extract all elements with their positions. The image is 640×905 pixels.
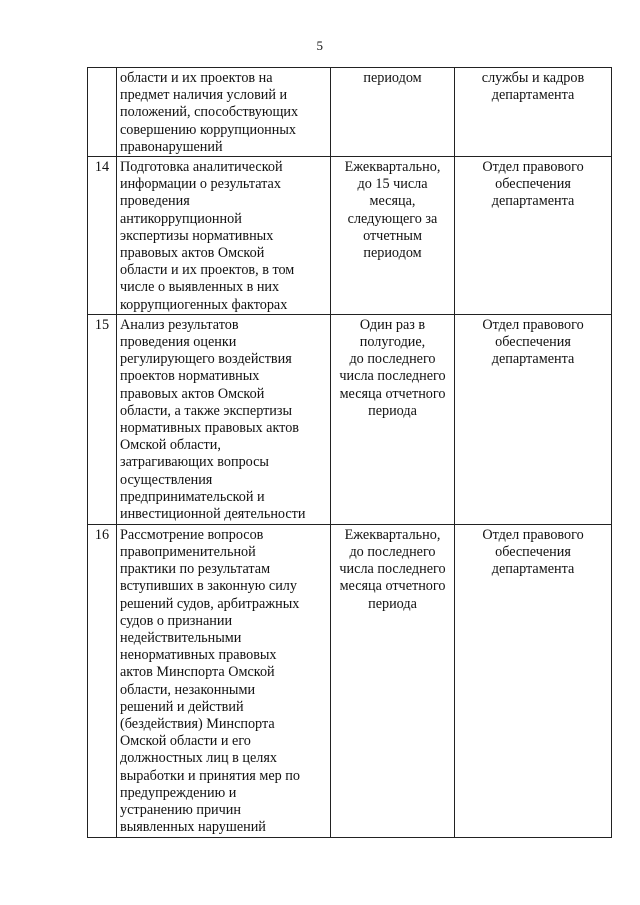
cell-text-line: регулирующего воздействия [120, 351, 292, 368]
table-row [88, 68, 612, 157]
term-cell [331, 314, 455, 524]
activity-cell [117, 314, 331, 524]
term-cell [331, 524, 455, 837]
activity-cell [117, 524, 331, 837]
responsible-cell [455, 157, 612, 315]
cell-text-line: нормативных правовых актов [120, 420, 299, 437]
cell-text-line: (бездействия) Минспорта [120, 716, 275, 733]
cell-text-line: области и их проектов, в том [120, 262, 295, 279]
cell-text-line: проведения [120, 193, 190, 210]
cell-text-line: устранению причин [120, 802, 241, 819]
term-cell [331, 68, 455, 157]
cell-text-line: информации о результатах [120, 176, 281, 193]
cell-text-line: решений судов, арбитражных [120, 595, 300, 612]
cell-text-line: положений, способствующих [120, 104, 299, 121]
cell-text-line: проведения оценки [120, 334, 237, 351]
cell-text-line: департамента [491, 351, 575, 368]
cell-text-line: периода [368, 595, 417, 612]
cell-text-line: должностных лиц в целях [120, 750, 277, 767]
cell-text-line: службы и кадров [481, 70, 585, 86]
page-number: 5 [316, 38, 324, 53]
cell-text-line: обеспечения [495, 334, 571, 351]
cell-text-line: месяца, [369, 193, 416, 210]
cell-text-line: затрагивающих вопросы [120, 454, 269, 471]
cell-text-line: периода [368, 402, 417, 419]
cell-text-line: Ежеквартально, [344, 159, 441, 176]
cell-text-line: практики по результатам [120, 561, 271, 578]
cell-text-line: области, незаконными [120, 681, 256, 698]
row-number-cell [88, 68, 117, 157]
cell-text-line: месяца отчетного [339, 385, 446, 402]
row-number-cell: 14 [88, 157, 117, 315]
cell-text-line: совершению коррупционных [120, 121, 296, 138]
cell-text-line: департамента [491, 561, 575, 578]
cell-text-line: выработки и принятия мер по [120, 767, 300, 784]
table-row [88, 314, 612, 524]
responsible-cell [455, 524, 612, 837]
cell-text-line: до 15 числа [357, 176, 428, 193]
cell-text-line: области и их проектов на [120, 70, 273, 86]
table-body [88, 68, 612, 838]
cell-text-line: области, а также экспертизы [120, 402, 293, 419]
cell-text-line: актов Минспорта Омской [120, 664, 275, 681]
cell-text-line: Омской области и его [120, 733, 251, 750]
cell-text-line: числе о выявленных в них [120, 279, 280, 296]
row-number-cell: 16 [88, 524, 117, 837]
activity-cell [117, 68, 331, 157]
cell-text-line: предмет наличия условий и [120, 87, 288, 104]
cell-text-line: отчетным [363, 227, 422, 244]
cell-text-line: обеспечения [495, 544, 571, 561]
cell-text-line: антикоррупционной [120, 210, 242, 227]
cell-text-line: обеспечения [495, 176, 571, 193]
table-row [88, 524, 612, 837]
cell-text-line: предупреждению и [120, 784, 237, 801]
cell-text-line: правонарушений [120, 138, 223, 155]
cell-text-line: Один раз в [359, 316, 426, 333]
cell-text-line: инвестиционной деятельности [120, 506, 306, 523]
cell-text-line: числа последнего [339, 368, 446, 385]
cell-text-line: Омской области, [120, 437, 221, 454]
cell-text-line: проектов нормативных [120, 368, 260, 385]
cell-text-line: Ежеквартально, [344, 526, 441, 543]
cell-text-line: осуществления [120, 471, 213, 488]
cell-text-line: до последнего [349, 544, 436, 561]
cell-text-line: департамента [491, 193, 575, 210]
activity-plan-table [87, 67, 612, 838]
row-number-cell: 15 [88, 314, 117, 524]
cell-text-line: Отдел правового [482, 526, 584, 543]
table-row [88, 157, 612, 315]
cell-text-line: ненормативных правовых [120, 647, 277, 664]
cell-text-line: решений и действий [120, 698, 244, 715]
cell-text-line: Отдел правового [482, 159, 584, 176]
cell-text-line: вступивших в законную силу [120, 578, 297, 595]
cell-text-line: периодом [363, 245, 422, 262]
cell-text-line: правовых актов Омской [120, 245, 265, 262]
cell-text-line: недействительными [120, 630, 242, 647]
cell-text-line: коррупциогенных факторах [120, 296, 288, 313]
cell-text-line: следующего за [347, 210, 438, 227]
cell-text-line: Рассмотрение вопросов [120, 526, 264, 543]
cell-text-line: выявленных нарушений [120, 819, 266, 836]
cell-text-line: предпринимательской и [120, 488, 265, 505]
term-cell [331, 157, 455, 315]
cell-text-line: числа последнего [339, 561, 446, 578]
cell-text-line: месяца отчетного [339, 578, 446, 595]
responsible-cell [455, 68, 612, 157]
cell-text-line: правовых актов Омской [120, 385, 265, 402]
responsible-cell [455, 314, 612, 524]
cell-text-line: Отдел правового [482, 316, 584, 333]
cell-text-line: судов о признании [120, 612, 233, 629]
cell-text-line: полугодие, [359, 334, 426, 351]
cell-text-line: департамента [491, 87, 575, 104]
activity-cell [117, 157, 331, 315]
cell-text-line: до последнего [349, 351, 436, 368]
cell-text-line: Подготовка аналитической [120, 159, 283, 176]
cell-text-line: периодом [363, 70, 422, 86]
cell-text-line: правоприменительной [120, 544, 256, 561]
cell-text-line: экспертизы нормативных [120, 227, 274, 244]
cell-text-line: Анализ результатов [120, 316, 239, 333]
